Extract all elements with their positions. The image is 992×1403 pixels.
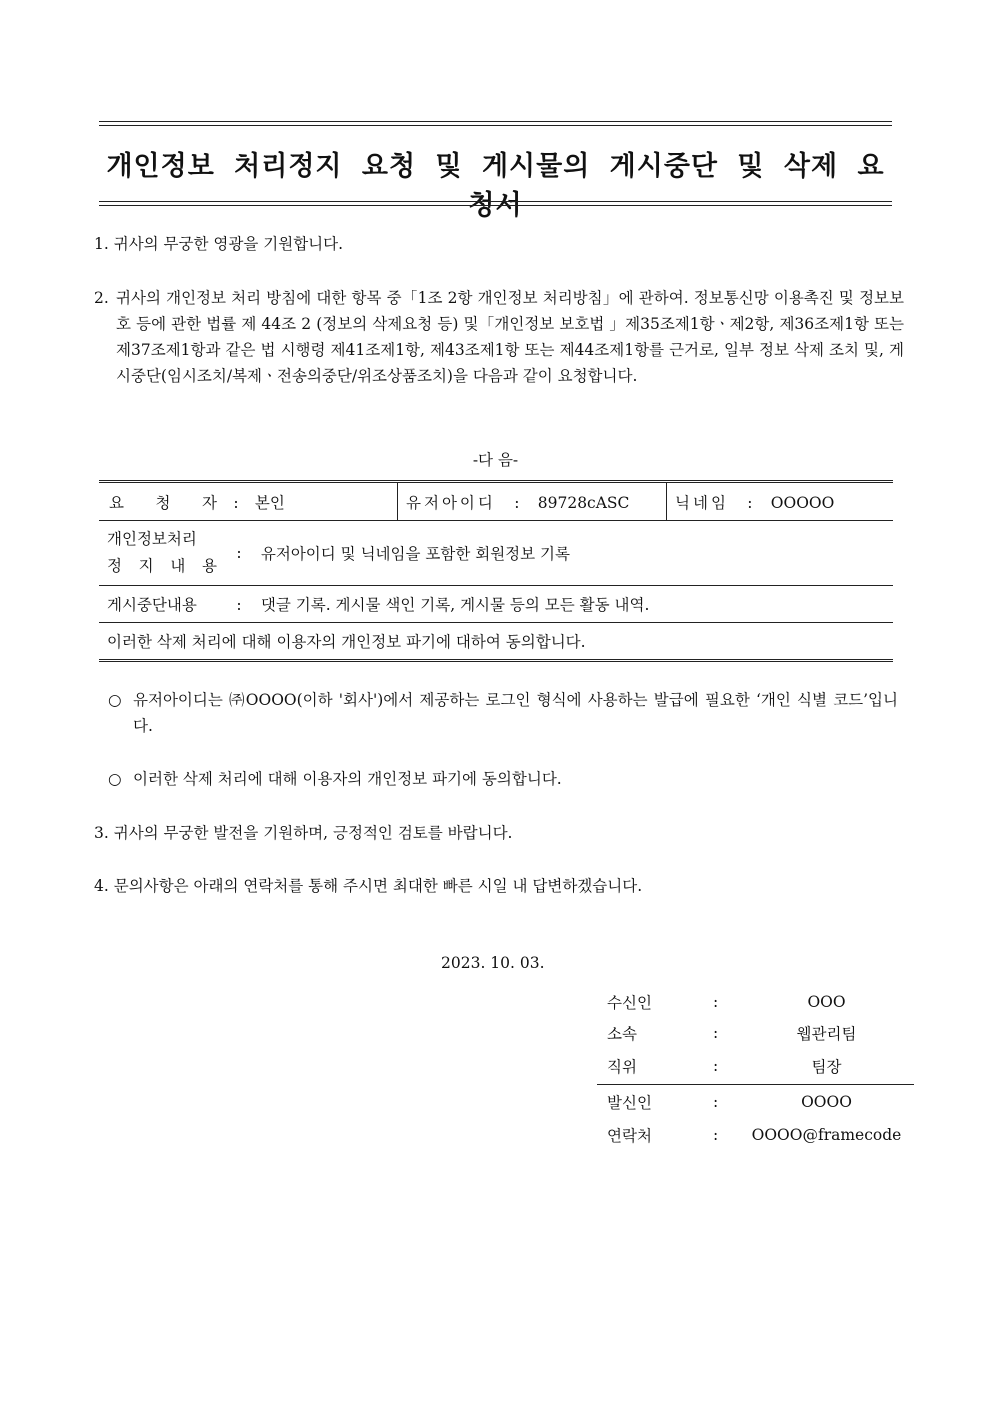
signature-row (597, 986, 914, 1017)
stop-processing-cell (99, 521, 893, 586)
takedown-colon: : (236, 596, 242, 614)
recipient-label: 수신인 (607, 993, 652, 1012)
table-row (99, 521, 893, 586)
requester-value: 본인 (254, 493, 285, 512)
stop-processing-value: 유저아이디 및 닉네임을 포함한 회원정보 기록 (260, 545, 570, 563)
sender-label: 발신인 (607, 1094, 652, 1112)
request-info-table (99, 480, 893, 662)
stop-processing-colon: : (236, 544, 242, 562)
contact-colon: : (713, 1125, 719, 1144)
section-label: -다 음- (472, 451, 519, 469)
recipient-colon: : (713, 992, 719, 1011)
item-1: 1. 귀사의 무궁한 영광을 기원합니다. (94, 235, 344, 253)
nickname-cell (667, 482, 894, 521)
item-3: 3. 귀사의 무궁한 발전을 기원하며, 긍정적인 검토를 바랍니다. (94, 824, 513, 842)
table-row (99, 586, 893, 623)
signature-row (597, 1119, 914, 1150)
department-value: 웹관리팀 (796, 1024, 857, 1043)
item-2-number: 2. (94, 289, 109, 307)
position-label: 직위 (597, 1048, 713, 1085)
contact-value: OOOO@framecode (751, 1125, 902, 1144)
circle-bullet-icon: ○ (108, 770, 122, 788)
nickname-value: OOOOO (770, 493, 835, 512)
requester-label: 요 청 자 (109, 493, 217, 512)
document-title: 개인정보 처리정지 요청 및 게시물의 게시중단 및 삭제 요청서 (106, 151, 885, 221)
userid-cell (398, 482, 667, 521)
takedown-value: 댓글 기록. 게시물 색인 기록, 게시물 등의 모든 활동 내역. (260, 596, 650, 614)
table-row (99, 623, 893, 661)
bullet-2-text: 이러한 삭제 처리에 대해 이용자의 개인정보 파기에 동의합니다. (133, 770, 562, 788)
nickname-colon: : (747, 493, 753, 512)
userid-colon: : (514, 493, 520, 512)
signature-row (597, 1017, 914, 1048)
item-2 (94, 285, 904, 389)
nickname-label: 닉네임 (675, 493, 729, 512)
consent-cell: 이러한 삭제 처리에 대해 이용자의 개인정보 파기에 대하여 동의합니다. (99, 623, 893, 661)
requester-colon: : (233, 493, 239, 512)
signature-row (597, 1085, 914, 1120)
requester-cell (99, 482, 398, 521)
takedown-cell (99, 586, 893, 623)
stop-label-line-2: 정 지 내 용 (107, 557, 217, 575)
sender-value: OOOO (801, 1093, 852, 1111)
item-4: 4. 문의사항은 아래의 연락처를 통해 주시면 최대한 빠른 시일 내 답변하겠습니다. (94, 877, 643, 895)
position-colon: : (713, 1048, 739, 1085)
signature-row (597, 1048, 914, 1085)
circle-bullet-icon: ○ (108, 691, 122, 709)
sender-colon: : (713, 1093, 719, 1111)
takedown-label: 게시중단내용 (107, 596, 197, 614)
title-top-rule (99, 121, 892, 126)
bullet-1-text: 유저아이디는 ㈜OOOO(이하 '회사')에서 제공하는 로그인 형식에 사용하는 발급에 필요한 ‘개인 식별 코드’입니다. (133, 691, 898, 735)
stop-processing-label (107, 526, 217, 580)
bullet-2 (108, 766, 562, 792)
bullet-1 (108, 687, 898, 739)
title-bottom-rule (99, 201, 892, 206)
signature-block (597, 986, 914, 1150)
contact-label: 연락처 (607, 1126, 652, 1145)
userid-value: 89728cASC (537, 493, 630, 512)
department-label: 소속 (607, 1024, 637, 1043)
table-row (99, 482, 893, 521)
department-colon: : (713, 1023, 719, 1042)
document-date: 2023. 10. 03. (441, 954, 545, 972)
item-2-body: 귀사의 개인정보 처리 방침에 대한 항목 중「1조 2항 개인정보 처리방침」에 관하여. 정보통신망 이용촉진 및 정보보호 등에 관한 법률 제 44조 2 (정보의 삭제요청 등) 및「개인정보 보호법 」제35조제1항ㆍ제2항, 제36조제1항 또는 제37조제1항과 같은 법 시행령 제41조제1항, 제43조제1항 또는 제44조제1항를 근거로, 일부 정보 삭제 조치 및, 게시중단(임시조치/복제ㆍ전송의중단/위조상품조치)을 다음과 같이 요청합니다. (116, 289, 904, 385)
position-value: 팀장 (739, 1048, 914, 1085)
recipient-value: OOO (807, 992, 846, 1011)
userid-label: 유저아이디 (406, 493, 496, 512)
stop-label-line-1: 개인정보처리 (107, 530, 197, 548)
